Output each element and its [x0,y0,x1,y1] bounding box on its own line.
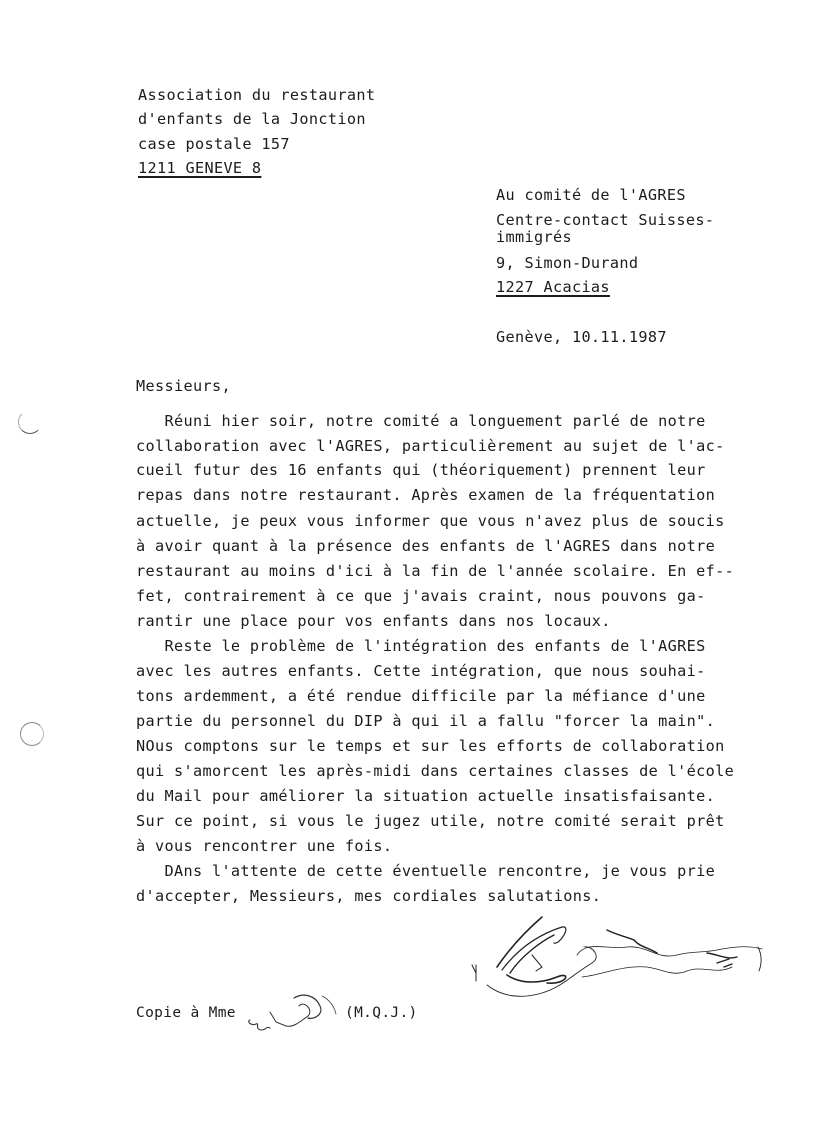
recipient-city: 1227 Acacias [496,278,610,296]
body-line: fet, contrairement à ce que j'avais craint, nous pouvons ga- [136,587,706,605]
body-line: NOus comptons sur le temps et sur les efforts de collaboration [136,737,725,755]
body-line: collaboration avec l'AGRES, particulièrement au sujet de l'ac- [136,437,725,455]
copy-prefix: Copie à Mme [136,1005,236,1021]
signature-icon [462,905,792,1010]
recipient-line: 9, Simon-Durand [496,254,639,272]
body-line: à vous rencontrer une fois. [136,837,393,855]
body-line: Réuni hier soir, notre comité a longuement parlé de notre [136,412,706,430]
letter-date: Genève, 10.11.1987 [496,328,667,346]
copy-suffix: (M.Q.J.) [345,1005,418,1021]
punch-hole-mark [20,722,44,746]
punch-hole-mark [18,410,42,434]
body-line: avec les autres enfants. Cette intégration, que nous souhai- [136,662,706,680]
body-line: rantir une place pour vos enfants dans nos locaux. [136,612,611,630]
recipient-line: Centre-contact Suisses- [496,211,715,229]
body-line: restaurant au moins d'ici à la fin de l'année scolaire. En ef-- [136,562,735,580]
salutation: Messieurs, [136,377,231,395]
body-line: Reste le problème de l'intégration des enfants de l'AGRES [136,637,706,655]
body-line: Sur ce point, si vous le jugez utile, notre comité serait prêt [136,812,725,830]
body-line: repas dans notre restaurant. Après examen de la fréquentation [136,486,716,504]
body-line: qui s'amorcent les après-midi dans certaines classes de l'école [136,762,735,780]
initials-signature-icon [244,990,344,1035]
body-line: actuelle, je peux vous informer que vous n'avez plus de soucis [136,512,725,530]
body-line: à avoir quant à la présence des enfants de l'AGRES dans notre [136,537,716,555]
body-line: tons ardemment, a été rendue difficile par la méfiance d'une [136,687,706,705]
sender-line: case postale 157 [138,135,290,153]
sender-city: 1211 GENEVE 8 [138,159,262,177]
recipient-line: immigrés [496,228,572,246]
body-line: cueil futur des 16 enfants qui (théoriquement) prennent leur [136,461,706,479]
body-line: partie du personnel du DIP à qui il a fallu "forcer la main". [136,712,716,730]
sender-line: Association du restaurant [138,86,376,104]
recipient-line: Au comité de l'AGRES [496,186,686,204]
body-line: du Mail pour améliorer la situation actuelle insatisfaisante. [136,787,716,805]
sender-line: d'enfants de la Jonction [138,110,366,128]
body-line: d'accepter, Messieurs, mes cordiales salutations. [136,887,602,905]
body-line: DAns l'attente de cette éventuelle rencontre, je vous prie [136,862,716,880]
